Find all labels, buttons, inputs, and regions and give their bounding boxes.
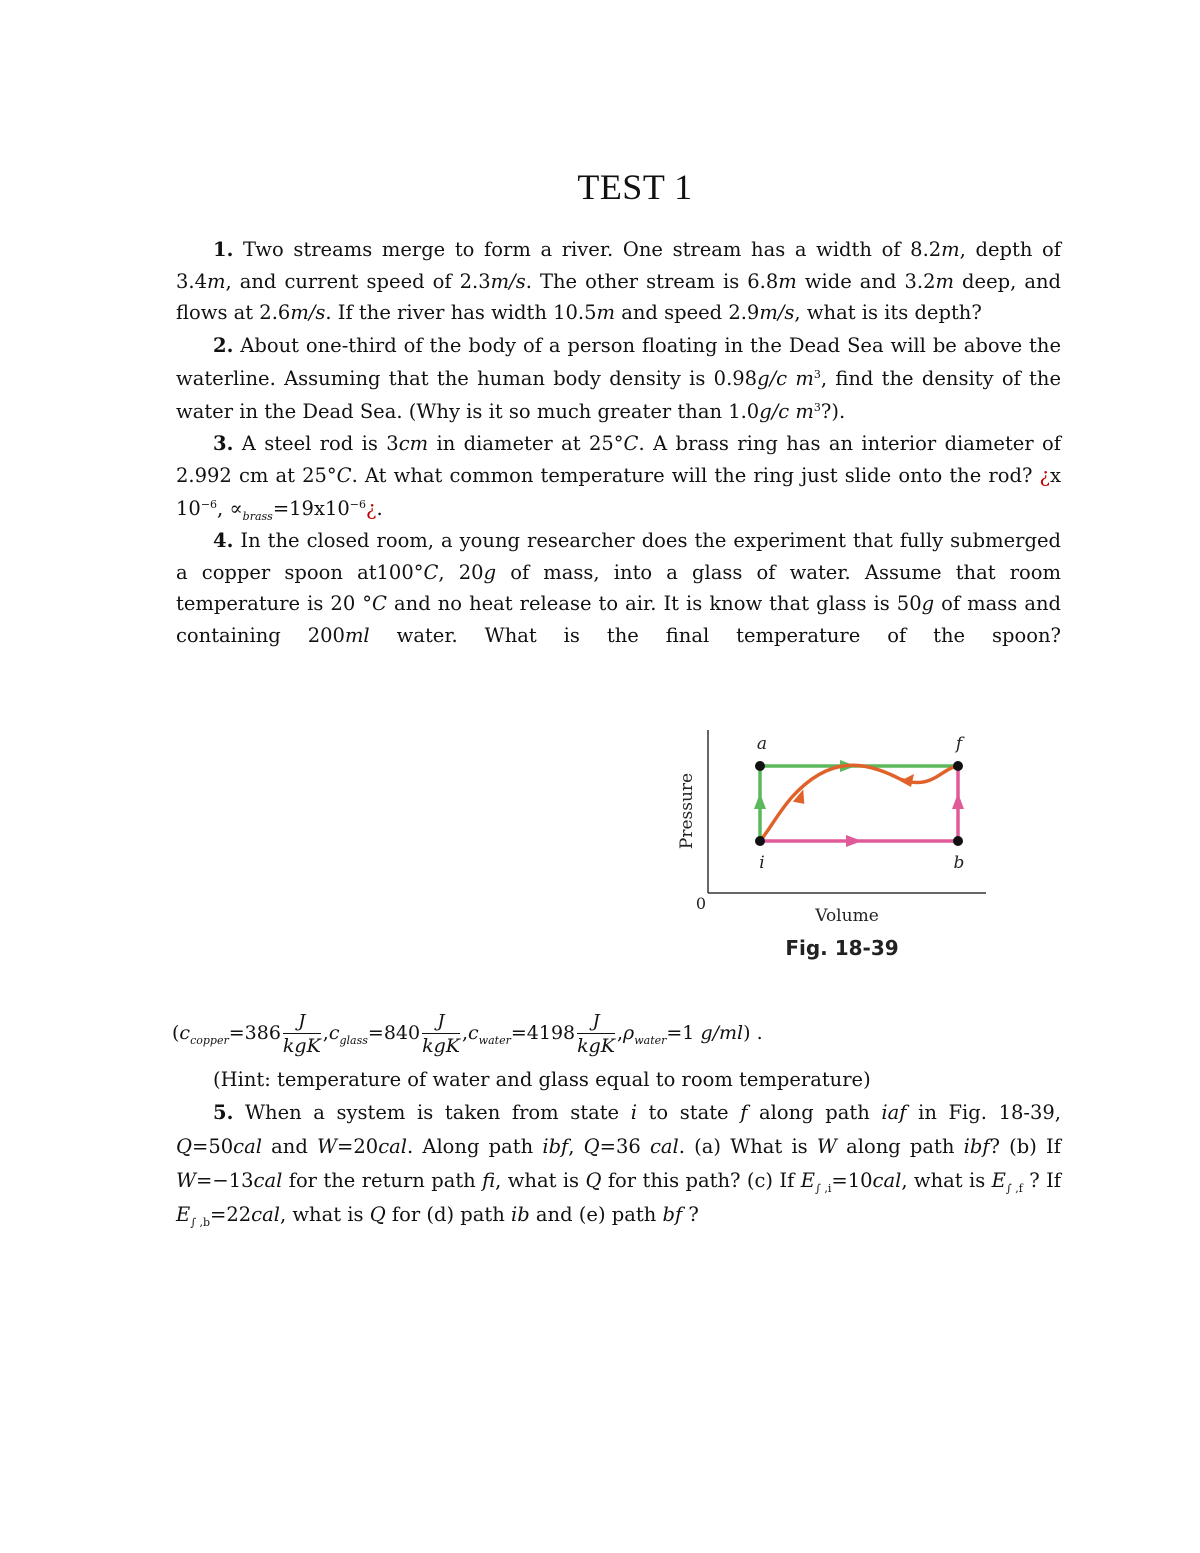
question-number: 2. [213, 333, 234, 357]
state-point-a [755, 761, 765, 771]
label-a: a [756, 734, 768, 754]
question-3: 3. A steel rod is 3cm in diameter at 25°C. A brass ring has an interior diameter of 2.992 cm at 25°C. At what common temperature will the ring just slide onto the rod? ¿x $10^{-6}$, $\propto_{brass}=19x10^{-6}¿$. [176, 431, 1062, 523]
x-axis-label: Volume [815, 906, 879, 926]
question-1: 1. Two streams merge to form a river. One stream has a width of 8.2m, depth of 3.4m, and current speed of 2.3m/s. The other stream is 6.8m wide and 3.2m deep, and flows at 2.6m/s. If the river has width 10.5m and speed 2.9m/s, what is its depth? [176, 238, 1061, 324]
lower-block [176, 1064, 1061, 1232]
label-f: f [955, 734, 963, 754]
y-axis-label: Pressure [677, 772, 697, 850]
constants-line: ($c_{copper}=386$ $\frac{J}{\text{kgK}}$ $,c_{glass}=840$ $\frac{J}{\text{kgK}}$ $,c_{water}=4198$ $\frac{J}{\text{kgK}}$ $,\rho_{water}=1$ g/ml) . [172, 1010, 763, 1057]
question-number: 4. [213, 529, 234, 552]
fraction-j-per-kgk: $\frac{J}{\text{kgK}}$ [422, 1010, 460, 1057]
state-point-f [953, 761, 963, 771]
question-5: 5. When a system is taken from state i to state f along path iaf in Fig. 18-39, Q=50cal and W=20cal. Along path ibf, Q=36 cal. (a) What is W along path ibf? (b) If W=−13cal for the return path fi, what is Q for this path? (c) If $E_{\int ,i}=10cal$, what is $E_{\int ,f}$ ? If $E_{\int ,b}=22cal$, what is Q for (d) path ib and (e) path bf ? [176, 1101, 1062, 1229]
question-number: 1. [213, 238, 234, 261]
fraction-j-per-kgk: $\frac{J}{\text{kgK}}$ [282, 1010, 321, 1057]
questions-block [176, 234, 1061, 651]
arrow-fi-1 [900, 774, 914, 787]
fraction-j-per-kgk: $\frac{J}{\text{kgK}}$ [577, 1010, 615, 1057]
arrow-ib [846, 835, 862, 847]
pv-diagram [670, 725, 1000, 965]
garbled-glyph: ¿ [1039, 464, 1051, 487]
page-title: TEST 1 [577, 167, 693, 207]
arrow-bf [952, 793, 964, 809]
hint-text: (Hint: temperature of water and glass equal to room temperature) [213, 1068, 871, 1091]
label-b: b [953, 853, 965, 873]
origin-label: 0 [695, 894, 707, 913]
question-number: 3. [213, 431, 234, 455]
arrow-ia [754, 793, 766, 809]
label-i: i [759, 853, 765, 873]
garbled-glyph: ¿ [366, 496, 377, 520]
figure-caption: Fig. 18-39 [785, 936, 899, 960]
question-number: 5. [213, 1101, 234, 1124]
question-2: 2. About one-third of the body of a person floating in the Dead Sea will be above the waterline. Assuming that the human body density is 0.98g/c $m^3$, find the density of the water in the Dead Sea. (Why is it so much greater than 1.0g/c $m^3$?). [176, 333, 1061, 423]
question-4: 4. In the closed room, a young researcher does the experiment that fully submerged a copper spoon at100°C, 20g of mass, into a glass of water. Assume that room temperature is 20 °C and no heat release to air. It is know that glass is 50g of mass and containing 200ml water. What is the final temperature of the spoon? [176, 529, 1061, 647]
state-point-i [755, 836, 765, 846]
path-fi [760, 765, 958, 841]
pv-diagram-figure [670, 725, 1000, 965]
state-point-b [953, 836, 963, 846]
